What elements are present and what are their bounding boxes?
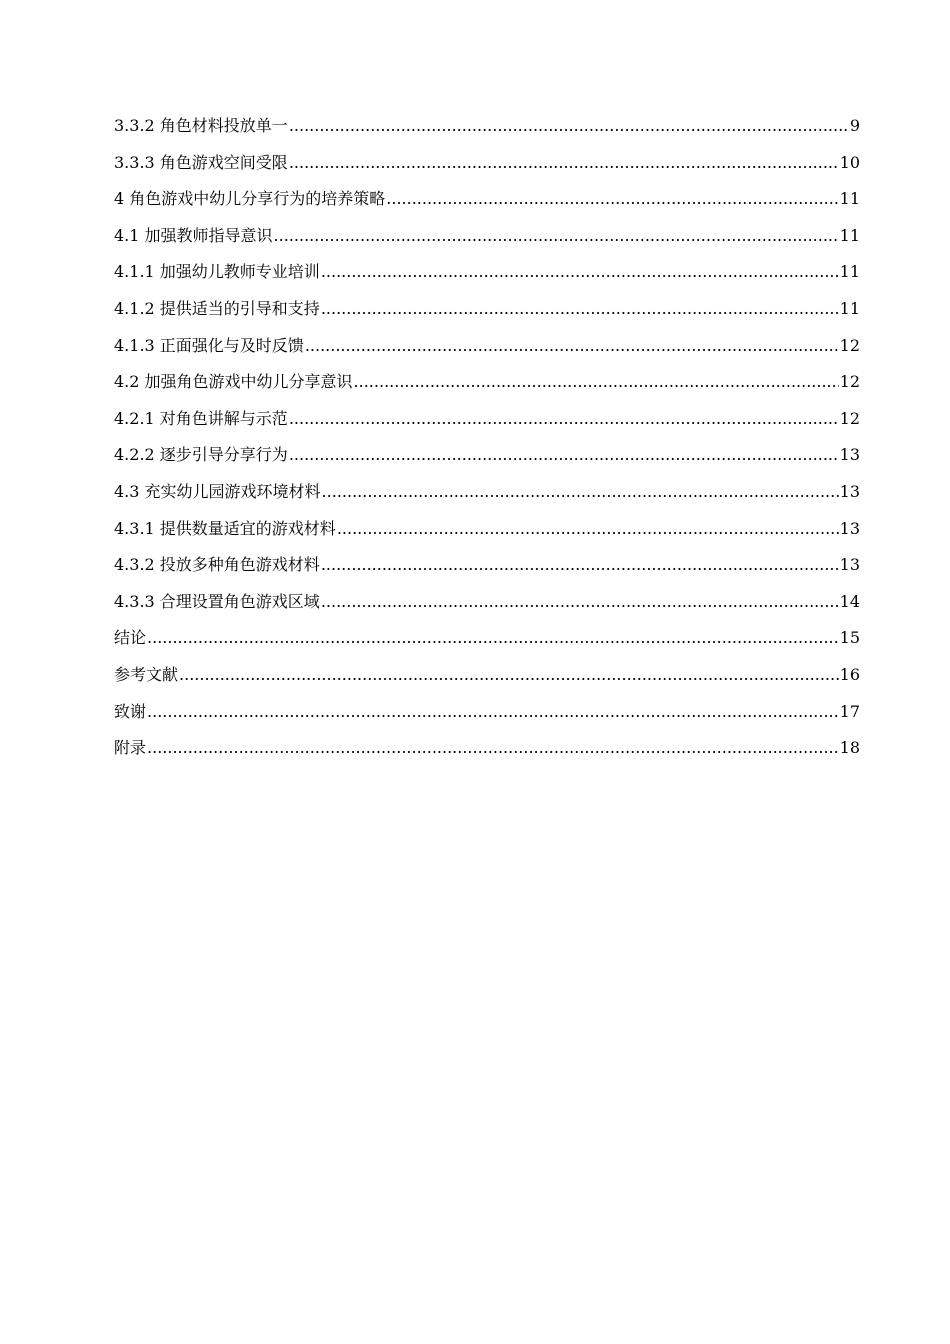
toc-entry-title: 4.2 加强角色游戏中幼儿分享意识 (114, 372, 353, 392)
toc-entry[interactable] (114, 370, 860, 407)
toc-entry-title: 3.3.3 角色游戏空间受限 (114, 152, 288, 172)
toc-dot-leader (147, 700, 839, 724)
toc-dot-leader (321, 590, 839, 614)
toc-entry[interactable] (114, 700, 860, 737)
table-of-contents (114, 114, 860, 773)
toc-entry-title: 3.3.2 角色材料投放单一 (114, 116, 288, 135)
toc-dot-leader (289, 114, 849, 138)
toc-entry[interactable] (114, 590, 860, 627)
toc-entry[interactable] (114, 334, 860, 371)
toc-dot-leader (289, 443, 839, 467)
toc-entry-page: 12 (839, 372, 860, 392)
toc-entry[interactable] (114, 553, 860, 590)
toc-entry-page: 14 (839, 591, 860, 611)
toc-entry[interactable] (114, 114, 860, 151)
toc-entry-title: 4.3 充实幼儿园游戏环境材料 (114, 481, 321, 501)
toc-entry-title: 4.1 加强教师指导意识 (114, 225, 273, 245)
toc-entry-page: 13 (839, 555, 860, 575)
toc-entry[interactable] (114, 626, 860, 663)
toc-entry-page: 17 (839, 701, 860, 721)
toc-dot-leader (386, 187, 838, 211)
toc-entry-page: 11 (839, 298, 860, 318)
toc-entry-title: 4.3.1 提供数量适宜的游戏材料 (114, 518, 336, 538)
toc-dot-leader (274, 224, 839, 248)
toc-entry-title: 4.3.2 投放多种角色游戏材料 (114, 555, 320, 575)
toc-dot-leader (305, 334, 839, 358)
toc-entry[interactable] (114, 480, 860, 517)
toc-entry[interactable] (114, 297, 860, 334)
toc-dot-leader (289, 407, 839, 431)
toc-dot-leader (321, 553, 839, 577)
toc-entry-page: 13 (839, 481, 860, 501)
toc-entry-page: 10 (839, 152, 860, 172)
toc-entry[interactable] (114, 224, 860, 261)
toc-dot-leader (321, 260, 839, 284)
toc-entry-page: 11 (839, 225, 860, 245)
toc-entry[interactable] (114, 187, 860, 224)
toc-entry[interactable] (114, 407, 860, 444)
toc-dot-leader (337, 517, 839, 541)
toc-entry-title: 4 角色游戏中幼儿分享行为的培养策略 (114, 189, 386, 209)
toc-entry-page: 15 (839, 628, 860, 648)
toc-entry[interactable] (114, 443, 860, 480)
toc-entry-title: 结论 (114, 628, 147, 648)
toc-entry-page: 11 (839, 189, 860, 209)
toc-entry-page: 18 (839, 738, 860, 758)
toc-entry-title: 4.1.2 提供适当的引导和支持 (114, 298, 320, 318)
toc-entry-title: 4.1.3 正面强化与及时反馈 (114, 335, 304, 355)
toc-dot-leader (321, 297, 839, 321)
toc-entry-title: 4.3.3 合理设置角色游戏区域 (114, 591, 320, 611)
toc-dot-leader (147, 736, 839, 760)
toc-entry-page: 11 (839, 262, 860, 282)
toc-entry-page: 12 (839, 408, 860, 428)
toc-dot-leader (179, 663, 839, 687)
toc-entry[interactable] (114, 517, 860, 554)
toc-entry-title: 4.2.2 逐步引导分享行为 (114, 445, 288, 465)
toc-entry-title: 参考文献 (114, 664, 179, 684)
toc-entry-title: 致谢 (114, 701, 147, 721)
toc-entry-title: 4.2.1 对角色讲解与示范 (114, 408, 288, 428)
toc-dot-leader (147, 626, 839, 650)
toc-entry[interactable] (114, 260, 860, 297)
toc-dot-leader (289, 151, 839, 175)
toc-entry[interactable] (114, 663, 860, 700)
toc-entry-page: 16 (839, 664, 860, 684)
toc-entry-page: 13 (839, 445, 860, 465)
toc-entry[interactable] (114, 736, 860, 773)
toc-entry-page: 12 (839, 335, 860, 355)
toc-entry-page: 13 (839, 518, 860, 538)
toc-dot-leader (354, 370, 839, 394)
toc-entry-page: 9 (849, 116, 860, 135)
toc-entry[interactable] (114, 151, 860, 188)
toc-entry-title: 4.1.1 加强幼儿教师专业培训 (114, 262, 320, 282)
toc-dot-leader (322, 480, 839, 504)
toc-entry-title: 附录 (114, 738, 147, 758)
